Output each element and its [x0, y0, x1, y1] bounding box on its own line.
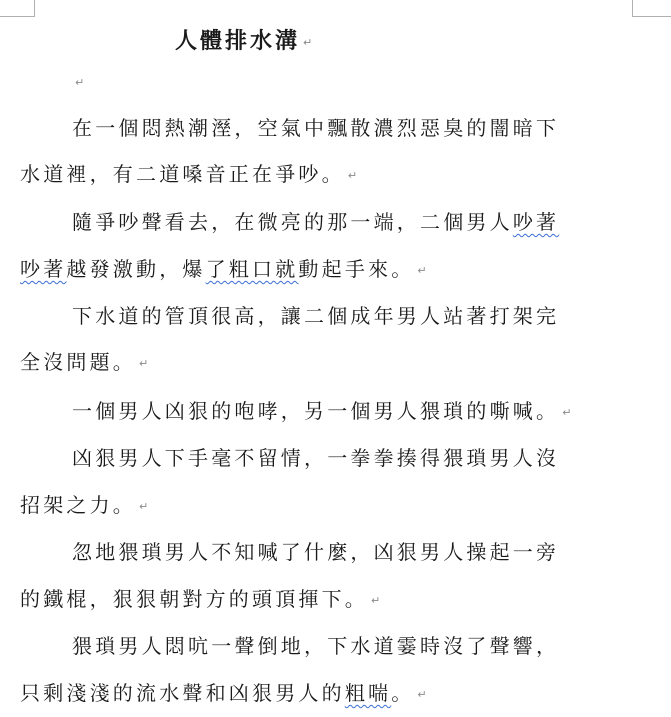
paragraph-mark-icon: ↵ — [139, 500, 152, 513]
paragraph-mark-icon: ↵ — [139, 357, 152, 370]
text-line — [72, 536, 559, 565]
text-line — [72, 112, 559, 141]
text-line — [20, 489, 151, 518]
document-title — [175, 24, 315, 55]
spellcheck-flagged-text: 粗喘 — [344, 681, 392, 705]
spellcheck-flagged-text: 了粗口就 — [205, 257, 299, 281]
text-segment: 。 — [391, 681, 415, 705]
paragraph-mark-icon: ↵ — [303, 35, 316, 49]
text-line — [20, 583, 383, 612]
text-segment: 凶狠男人下手毫不留情，一拳拳揍得猥瑣男人沒 — [72, 446, 560, 470]
text-line — [72, 395, 575, 424]
text-segment: 猥瑣男人悶吭一聲倒地，下水道霎時沒了聲響， — [72, 634, 560, 658]
paragraph-mark-icon: ↵ — [417, 688, 430, 701]
text-segment: 水道裡，有二道嗓音正在爭吵。 — [20, 162, 345, 186]
paragraph-mark-icon: ↵ — [347, 169, 361, 182]
paragraph-mark-icon: ↵ — [371, 594, 384, 607]
empty-paragraph — [72, 72, 84, 91]
crop-mark-top-right — [632, 0, 671, 17]
document-title-text: 人體排水溝 — [175, 28, 301, 54]
text-line — [20, 253, 430, 282]
text-segment: 動起手來。 — [298, 257, 415, 281]
text-line — [20, 158, 360, 187]
text-line — [72, 206, 559, 235]
paragraph-mark-icon: ↵ — [417, 264, 430, 277]
text-segment: 隨爭吵聲看去，在微亮的那一端，二個男人 — [72, 210, 513, 234]
text-line — [72, 630, 559, 659]
text-line — [20, 677, 430, 706]
text-segment: 一個男人凶狠的咆哮，另一個男人猥瑣的嘶喊。 — [72, 399, 560, 423]
text-line — [20, 346, 151, 375]
crop-mark-top-left — [0, 0, 35, 17]
text-segment: 招架之力。 — [20, 493, 136, 517]
text-segment: 只剩淺淺的流水聲和凶狠男人的 — [20, 681, 345, 705]
text-line — [72, 442, 559, 471]
paragraph-mark-icon: ↵ — [562, 406, 575, 419]
spellcheck-flagged-text: 吵著 — [20, 257, 67, 281]
text-segment: 忽地猥瑣男人不知喊了什麼，凶狠男人操起一旁 — [72, 540, 560, 564]
text-segment: 下水道的管頂很高，讓二個成年男人站著打架完 — [72, 304, 560, 328]
text-segment: 全沒問題。 — [20, 350, 136, 374]
text-segment: 越發激動，爆 — [66, 257, 206, 281]
text-segment: 的鐵棍，狠狠朝對方的頭頂揮下。 — [20, 587, 368, 611]
paragraph-mark-icon: ↵ — [75, 76, 85, 89]
text-line — [72, 300, 559, 329]
spellcheck-flagged-text: 吵著 — [512, 210, 560, 234]
text-segment: 在一個悶熱潮溼，空氣中飄散濃烈惡臭的闇暗下 — [72, 116, 560, 140]
